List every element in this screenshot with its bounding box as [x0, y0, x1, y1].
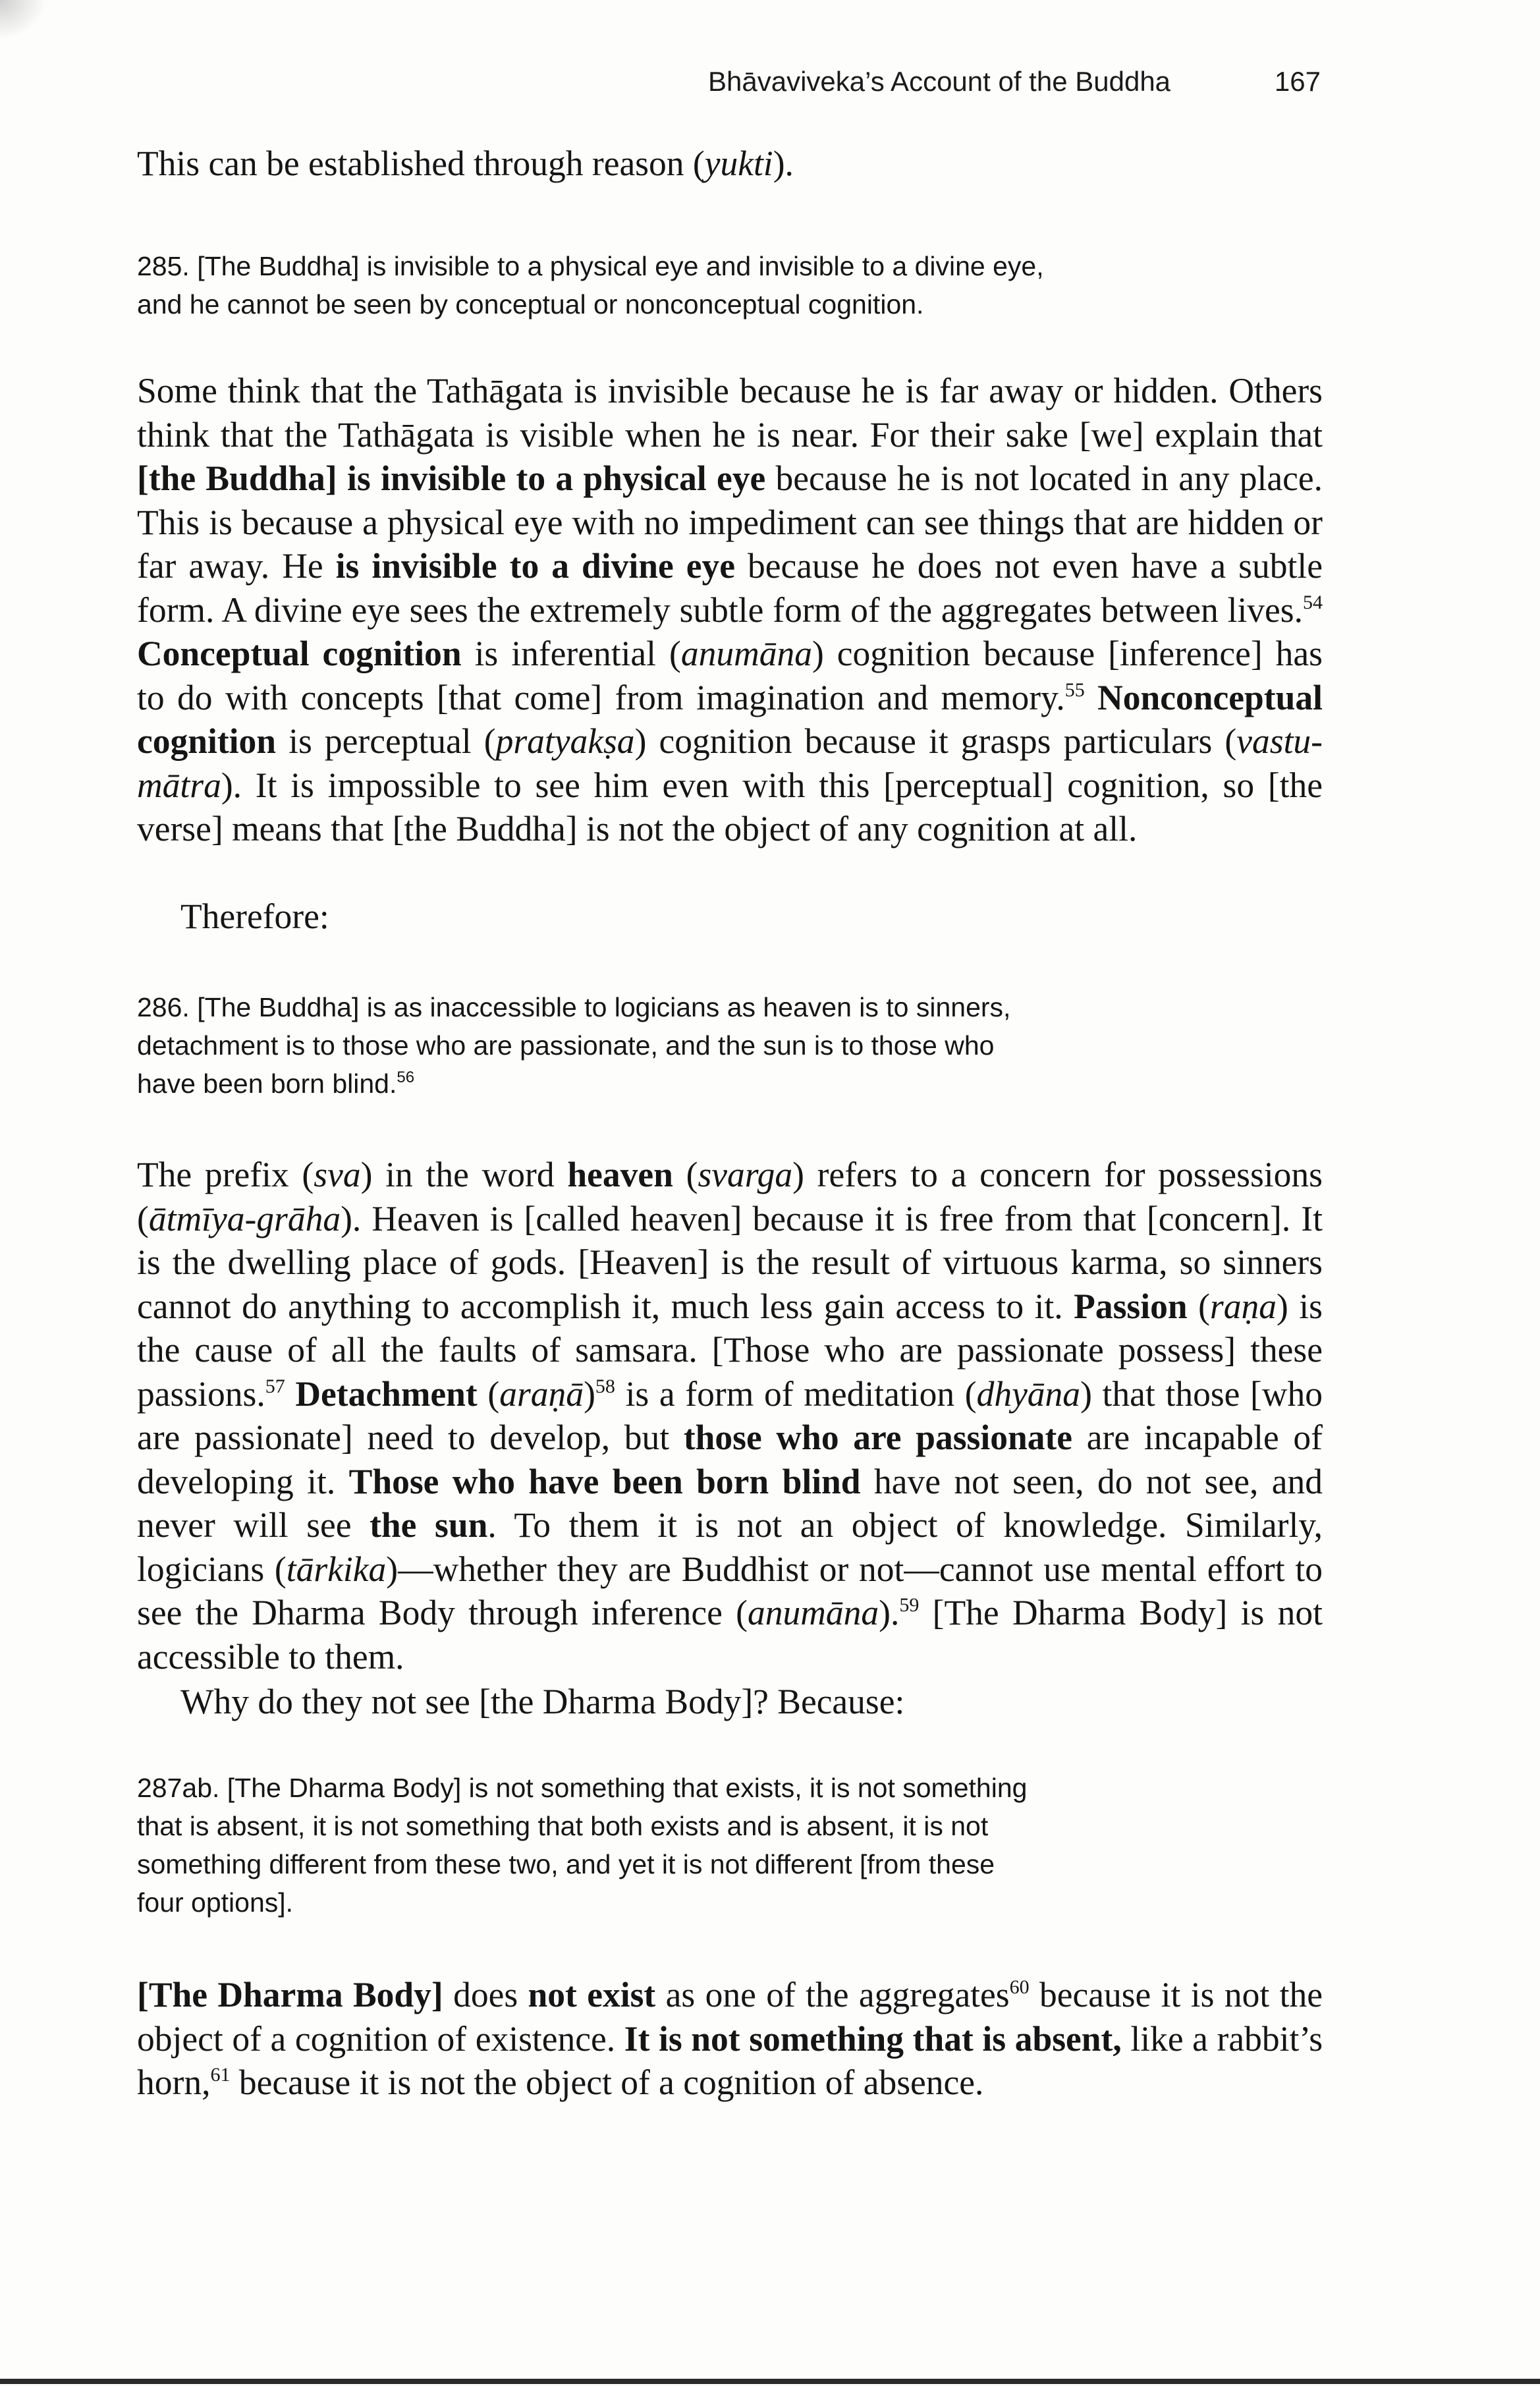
paragraph-invisibility: Some think that the Tathāgata is invisible because he is far away or hidden. Others think that the Tathāgata is visible when he is near. For their sake [we] explain that [the Buddha] is invisible to a physical eye because he is not located in any place. This is because a physical eye with no impediment can see things that are hidden or far away. He is invisible to a divine eye because he does not even have a subtle form. A divine eye sees the extremely subtle form of the aggregates between lives.$^{54}$ Conceptual cognition is inferential (anumāna) cognition because [inference] has to do with concepts [that come] from imagination and memory.$^{55}$ Nonconceptual cognition is perceptual (pratyakṣa) cognition because it grasps particulars (vastu-mātra). It is impossible to see him even with this [perceptual] cognition, so [the verse] means that [the Buddha] is not the object of any cognition at all.	[137, 371, 1323, 848]
paragraph-why: Why do they not see [the Dharma Body]? Because:	[180, 1682, 905, 1721]
footnote-ref-59: 59	[899, 1594, 920, 1616]
footnote-ref-61: 61	[210, 2064, 231, 2086]
footnote-ref-58: 58	[595, 1375, 615, 1397]
paragraph-dharma-body: [The Dharma Body] does not exist as one of the aggregates$^{60}$ because it is not the object of a cognition of existence. It is not something that is absent, like a rabbit’s horn,$^{61}$ because it is not the object of a cognition of absence.	[137, 1975, 1323, 2102]
header-title: Bhāvaviveka’s Account of the Buddha	[708, 66, 1171, 97]
paragraph-therefore: Therefore:	[180, 897, 329, 936]
footnote-ref-54: 54	[1303, 591, 1323, 613]
footnote-ref-55: 55	[1064, 679, 1085, 701]
verse-285: 285. [The Buddha] is invisible to a physical eye and invisible to a divine eye, and he cannot be seen by conceptual or nonconceptual cognition.	[137, 251, 1044, 319]
footnote-ref-57: 57	[265, 1375, 285, 1397]
verse-286: 286. [The Buddha] is as inaccessible to logicians as heaven is to sinners, detachment is to those who are passionate, and the sun is to those who have been born blind.$^{56}$	[137, 992, 1011, 1099]
verse-287ab: 287ab. [The Dharma Body] is not something that exists, it is not something that is absent, it is not something that both exists and is absent, it is not something different from these two, and yet it is not different [from these four options].	[137, 1773, 1028, 1918]
scan-corner-shadow	[0, 0, 46, 40]
paragraph-heaven: The prefix (sva) in the word heaven (svarga) refers to a concern for possessions (ātmīya-grāha). Heaven is [called heaven] because it is free from that [concern]. It is the dwelling place of gods. [Heaven] is the result of virtuous karma, so sinners cannot do anything to accomplish it, much less gain access to it. Passion (raṇa) is the cause of all the faults of samsara. [Those who are passionate possess] these passions.$^{57}$ Detachment (araṇā)$^{58}$ is a form of meditation (dhyāna) that those [who are passionate] need to develop, but those who are passionate are incapable of developing it. Those who have been born blind have not seen, do not see, and never will see the sun. To them it is not an object of knowledge. Similarly, logicians (tārkika)—whether they are Buddhist or not—cannot use mental effort to see the Dharma Body through inference (anumāna).$^{59}$ [The Dharma Body] is not accessible to them.	[137, 1155, 1323, 1677]
scan-bottom-edge	[0, 2379, 1540, 2384]
running-header	[708, 66, 1321, 97]
page-number: 167	[1274, 66, 1321, 97]
paragraph-reason: This can be established through reason (yukti).	[137, 144, 794, 183]
footnote-ref-60: 60	[1009, 1976, 1030, 1998]
footnote-ref-56: 56	[397, 1068, 415, 1086]
